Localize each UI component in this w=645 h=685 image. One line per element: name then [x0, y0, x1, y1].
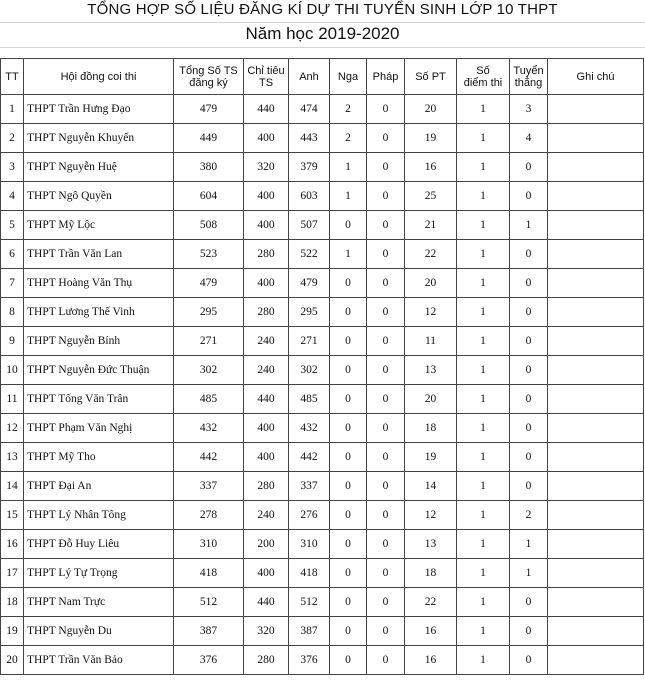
cell-total-registered[interactable]: 337: [174, 472, 244, 501]
cell-council-name[interactable]: THPT Lý Nhân Tông: [24, 501, 174, 530]
cell-direct-admission[interactable]: 0: [510, 646, 548, 675]
cell-french[interactable]: 0: [367, 443, 405, 472]
cell-exam-sites[interactable]: 1: [457, 559, 510, 588]
cell-total-registered[interactable]: 512: [174, 588, 244, 617]
cell-exam-sites[interactable]: 1: [457, 124, 510, 153]
cell-russian[interactable]: 0: [330, 269, 367, 298]
cell-direct-admission[interactable]: 0: [510, 385, 548, 414]
cell-russian[interactable]: 0: [330, 211, 367, 240]
cell-quota[interactable]: 440: [244, 385, 289, 414]
cell-pt[interactable]: 20: [405, 385, 457, 414]
cell-tt[interactable]: 19: [1, 617, 24, 646]
cell-council-name[interactable]: THPT Tống Văn Trân: [24, 385, 174, 414]
cell-council-name[interactable]: THPT Trần Văn Lan: [24, 240, 174, 269]
col-quota: [244, 59, 289, 95]
cell-council-name[interactable]: THPT Đỗ Huy Liêu: [24, 530, 174, 559]
cell-quota[interactable]: 400: [244, 211, 289, 240]
registration-table: [0, 58, 644, 675]
cell-english[interactable]: 310: [289, 530, 330, 559]
cell-french[interactable]: 0: [367, 298, 405, 327]
cell-direct-admission[interactable]: 0: [510, 153, 548, 182]
cell-pt[interactable]: 18: [405, 559, 457, 588]
cell-exam-sites[interactable]: 1: [457, 240, 510, 269]
cell-russian[interactable]: 0: [330, 559, 367, 588]
cell-tt[interactable]: 10: [1, 356, 24, 385]
cell-total-registered[interactable]: 302: [174, 356, 244, 385]
cell-quota[interactable]: 400: [244, 269, 289, 298]
cell-note[interactable]: [548, 240, 644, 269]
cell-english[interactable]: 507: [289, 211, 330, 240]
table-row: [1, 617, 644, 646]
cell-exam-sites[interactable]: 1: [457, 530, 510, 559]
cell-pt[interactable]: 19: [405, 124, 457, 153]
cell-direct-admission[interactable]: 0: [510, 617, 548, 646]
cell-english[interactable]: 603: [289, 182, 330, 211]
cell-tt[interactable]: 3: [1, 153, 24, 182]
cell-french[interactable]: 0: [367, 269, 405, 298]
cell-direct-admission[interactable]: 3: [510, 95, 548, 124]
cell-note[interactable]: [548, 182, 644, 211]
cell-english[interactable]: 522: [289, 240, 330, 269]
col-total-line1: Tổng Số TS: [179, 64, 238, 77]
cell-council-name[interactable]: THPT Lý Tự Trọng: [24, 559, 174, 588]
cell-tt[interactable]: 13: [1, 443, 24, 472]
cell-french[interactable]: 0: [367, 617, 405, 646]
col-council: Hội đồng coi thi: [24, 59, 174, 95]
cell-tt[interactable]: 2: [1, 124, 24, 153]
cell-note[interactable]: [548, 559, 644, 588]
cell-french[interactable]: 0: [367, 240, 405, 269]
table-row: [1, 298, 644, 327]
cell-quota[interactable]: 440: [244, 588, 289, 617]
table-row: [1, 588, 644, 617]
cell-note[interactable]: [548, 443, 644, 472]
cell-direct-admission[interactable]: 0: [510, 327, 548, 356]
cell-french[interactable]: 0: [367, 356, 405, 385]
table-row: [1, 182, 644, 211]
col-direct-line1: Tuyển: [513, 64, 544, 77]
table-row: [1, 414, 644, 443]
cell-exam-sites[interactable]: 1: [457, 472, 510, 501]
cell-council-name[interactable]: THPT Mỹ Lộc: [24, 211, 174, 240]
cell-total-registered[interactable]: 271: [174, 327, 244, 356]
cell-council-name[interactable]: THPT Phạm Văn Nghị: [24, 414, 174, 443]
cell-english[interactable]: 276: [289, 501, 330, 530]
cell-french[interactable]: 0: [367, 588, 405, 617]
cell-french[interactable]: 0: [367, 646, 405, 675]
cell-pt[interactable]: 22: [405, 588, 457, 617]
cell-exam-sites[interactable]: 1: [457, 385, 510, 414]
cell-pt[interactable]: 25: [405, 182, 457, 211]
col-pt: Số PT: [405, 59, 457, 95]
cell-tt[interactable]: 9: [1, 327, 24, 356]
table-row: [1, 646, 644, 675]
cell-quota[interactable]: 280: [244, 240, 289, 269]
cell-note[interactable]: [548, 153, 644, 182]
cell-quota[interactable]: 240: [244, 356, 289, 385]
table-row: [1, 95, 644, 124]
cell-council-name[interactable]: THPT Nam Trực: [24, 588, 174, 617]
table-row: [1, 385, 644, 414]
cell-council-name[interactable]: THPT Ngô Quyền: [24, 182, 174, 211]
cell-total-registered[interactable]: 380: [174, 153, 244, 182]
cell-council-name[interactable]: THPT Nguyễn Du: [24, 617, 174, 646]
cell-russian[interactable]: 2: [330, 95, 367, 124]
cell-russian[interactable]: 0: [330, 472, 367, 501]
cell-french[interactable]: 0: [367, 559, 405, 588]
cell-council-name[interactable]: THPT Trần Văn Bảo: [24, 646, 174, 675]
cell-council-name[interactable]: THPT Mỹ Tho: [24, 443, 174, 472]
col-points-line1: Số: [476, 64, 490, 77]
cell-quota[interactable]: 440: [244, 95, 289, 124]
cell-tt[interactable]: 8: [1, 298, 24, 327]
cell-pt[interactable]: 16: [405, 646, 457, 675]
cell-english[interactable]: 474: [289, 95, 330, 124]
cell-french[interactable]: 0: [367, 211, 405, 240]
cell-quota[interactable]: 200: [244, 530, 289, 559]
cell-exam-sites[interactable]: 1: [457, 327, 510, 356]
cell-pt[interactable]: 13: [405, 356, 457, 385]
col-direct-line2: thẳng: [514, 76, 543, 89]
cell-pt[interactable]: 19: [405, 443, 457, 472]
cell-exam-sites[interactable]: 1: [457, 356, 510, 385]
cell-exam-sites[interactable]: 1: [457, 269, 510, 298]
cell-exam-sites[interactable]: 1: [457, 298, 510, 327]
col-russian: Nga: [330, 59, 367, 95]
cell-pt[interactable]: 16: [405, 153, 457, 182]
cell-english[interactable]: 337: [289, 472, 330, 501]
cell-note[interactable]: [548, 298, 644, 327]
cell-pt[interactable]: 12: [405, 501, 457, 530]
cell-tt[interactable]: 12: [1, 414, 24, 443]
cell-tt[interactable]: 5: [1, 211, 24, 240]
cell-direct-admission[interactable]: 0: [510, 298, 548, 327]
cell-direct-admission[interactable]: 0: [510, 356, 548, 385]
cell-tt[interactable]: 17: [1, 559, 24, 588]
cell-russian[interactable]: 0: [330, 646, 367, 675]
cell-tt[interactable]: 11: [1, 385, 24, 414]
report-title: TỔNG HỢP SỐ LIỆU ĐĂNG KÍ DỰ THI TUYỂN SINH LỚP 10 THPT: [87, 1, 558, 18]
cell-note[interactable]: [548, 501, 644, 530]
cell-french[interactable]: 0: [367, 385, 405, 414]
col-french: Pháp: [367, 59, 405, 95]
cell-exam-sites[interactable]: 1: [457, 501, 510, 530]
table-row: [1, 559, 644, 588]
cell-quota[interactable]: 400: [244, 414, 289, 443]
cell-pt[interactable]: 22: [405, 240, 457, 269]
col-quota-line2: TS: [258, 76, 274, 89]
table-row: [1, 472, 644, 501]
cell-english[interactable]: 443: [289, 124, 330, 153]
cell-english[interactable]: 376: [289, 646, 330, 675]
cell-russian[interactable]: 1: [330, 240, 367, 269]
cell-tt[interactable]: 15: [1, 501, 24, 530]
cell-note[interactable]: [548, 356, 644, 385]
cell-pt[interactable]: 20: [405, 269, 457, 298]
cell-council-name[interactable]: THPT Nguyễn Bính: [24, 327, 174, 356]
table-body: [1, 95, 644, 675]
cell-pt[interactable]: 16: [405, 617, 457, 646]
cell-french[interactable]: 0: [367, 182, 405, 211]
cell-total-registered[interactable]: 432: [174, 414, 244, 443]
cell-pt[interactable]: 18: [405, 414, 457, 443]
cell-quota[interactable]: 240: [244, 501, 289, 530]
cell-french[interactable]: 0: [367, 472, 405, 501]
cell-total-registered[interactable]: 508: [174, 211, 244, 240]
cell-french[interactable]: 0: [367, 124, 405, 153]
cell-note[interactable]: [548, 646, 644, 675]
cell-russian[interactable]: 0: [330, 588, 367, 617]
cell-note[interactable]: [548, 269, 644, 298]
cell-council-name[interactable]: THPT Trần Hưng Đạo: [24, 95, 174, 124]
cell-total-registered[interactable]: 418: [174, 559, 244, 588]
cell-english[interactable]: 295: [289, 298, 330, 327]
cell-council-name[interactable]: THPT Nguyễn Huệ: [24, 153, 174, 182]
cell-direct-admission[interactable]: 4: [510, 124, 548, 153]
cell-pt[interactable]: 12: [405, 298, 457, 327]
cell-note[interactable]: [548, 211, 644, 240]
col-direct: [510, 59, 548, 95]
cell-tt[interactable]: 4: [1, 182, 24, 211]
cell-total-registered[interactable]: 310: [174, 530, 244, 559]
cell-exam-sites[interactable]: 1: [457, 588, 510, 617]
cell-russian[interactable]: 0: [330, 617, 367, 646]
cell-total-registered[interactable]: 278: [174, 501, 244, 530]
cell-french[interactable]: 0: [367, 530, 405, 559]
cell-council-name[interactable]: THPT Lương Thế Vinh: [24, 298, 174, 327]
cell-council-name[interactable]: THPT Hoàng Văn Thụ: [24, 269, 174, 298]
cell-quota[interactable]: 320: [244, 153, 289, 182]
cell-exam-sites[interactable]: 1: [457, 95, 510, 124]
cell-exam-sites[interactable]: 1: [457, 443, 510, 472]
cell-english[interactable]: 387: [289, 617, 330, 646]
cell-french[interactable]: 0: [367, 501, 405, 530]
table-row: [1, 211, 644, 240]
cell-direct-admission[interactable]: 0: [510, 472, 548, 501]
col-english: Anh: [289, 59, 330, 95]
col-total: [174, 59, 244, 95]
cell-quota[interactable]: 280: [244, 298, 289, 327]
cell-quota[interactable]: 320: [244, 617, 289, 646]
cell-exam-sites[interactable]: 1: [457, 153, 510, 182]
cell-total-registered[interactable]: 604: [174, 182, 244, 211]
cell-council-name[interactable]: THPT Nguyễn Khuyến: [24, 124, 174, 153]
cell-quota[interactable]: 240: [244, 327, 289, 356]
cell-russian[interactable]: 0: [330, 530, 367, 559]
cell-pt[interactable]: 11: [405, 327, 457, 356]
col-note: Ghi chú: [548, 59, 644, 95]
cell-english[interactable]: 432: [289, 414, 330, 443]
cell-quota[interactable]: 400: [244, 182, 289, 211]
cell-russian[interactable]: 0: [330, 356, 367, 385]
cell-pt[interactable]: 21: [405, 211, 457, 240]
cell-russian[interactable]: 0: [330, 385, 367, 414]
cell-russian[interactable]: 1: [330, 153, 367, 182]
cell-pt[interactable]: 13: [405, 530, 457, 559]
cell-english[interactable]: 271: [289, 327, 330, 356]
cell-note[interactable]: [548, 95, 644, 124]
cell-english[interactable]: 418: [289, 559, 330, 588]
table-row: [1, 501, 644, 530]
cell-english[interactable]: 442: [289, 443, 330, 472]
cell-direct-admission[interactable]: 0: [510, 240, 548, 269]
cell-total-registered[interactable]: 479: [174, 95, 244, 124]
cell-direct-admission[interactable]: 1: [510, 559, 548, 588]
cell-english[interactable]: 302: [289, 356, 330, 385]
cell-tt[interactable]: 16: [1, 530, 24, 559]
school-year-subtitle: Năm học 2019-2020: [245, 24, 400, 43]
cell-tt[interactable]: 20: [1, 646, 24, 675]
cell-english[interactable]: 485: [289, 385, 330, 414]
cell-note[interactable]: [548, 385, 644, 414]
cell-quota[interactable]: 280: [244, 646, 289, 675]
cell-total-registered[interactable]: 442: [174, 443, 244, 472]
cell-french[interactable]: 0: [367, 153, 405, 182]
cell-french[interactable]: 0: [367, 327, 405, 356]
col-tt: TT: [1, 59, 24, 95]
cell-english[interactable]: 512: [289, 588, 330, 617]
table-row: [1, 530, 644, 559]
cell-direct-admission[interactable]: 1: [510, 211, 548, 240]
table-row: [1, 269, 644, 298]
cell-total-registered[interactable]: 449: [174, 124, 244, 153]
cell-pt[interactable]: 20: [405, 95, 457, 124]
cell-russian[interactable]: 0: [330, 414, 367, 443]
cell-total-registered[interactable]: 479: [174, 269, 244, 298]
cell-quota[interactable]: 400: [244, 124, 289, 153]
cell-russian[interactable]: 0: [330, 327, 367, 356]
table-row: [1, 356, 644, 385]
cell-quota[interactable]: 400: [244, 443, 289, 472]
cell-council-name[interactable]: THPT Đại An: [24, 472, 174, 501]
cell-exam-sites[interactable]: 1: [457, 617, 510, 646]
cell-tt[interactable]: 18: [1, 588, 24, 617]
cell-direct-admission[interactable]: 0: [510, 443, 548, 472]
cell-note[interactable]: [548, 530, 644, 559]
cell-total-registered[interactable]: 485: [174, 385, 244, 414]
cell-total-registered[interactable]: 523: [174, 240, 244, 269]
cell-note[interactable]: [548, 588, 644, 617]
cell-direct-admission[interactable]: 0: [510, 182, 548, 211]
col-points-line2: điểm thi: [463, 76, 503, 89]
cell-french[interactable]: 0: [367, 414, 405, 443]
cell-russian[interactable]: 0: [330, 443, 367, 472]
cell-tt[interactable]: 6: [1, 240, 24, 269]
cell-council-name[interactable]: THPT Nguyễn Đức Thuận: [24, 356, 174, 385]
cell-total-registered[interactable]: 376: [174, 646, 244, 675]
cell-tt[interactable]: 14: [1, 472, 24, 501]
cell-russian[interactable]: 2: [330, 124, 367, 153]
cell-russian[interactable]: 1: [330, 182, 367, 211]
cell-total-registered[interactable]: 295: [174, 298, 244, 327]
col-total-line2: đăng ký: [189, 76, 228, 89]
cell-direct-admission[interactable]: 1: [510, 530, 548, 559]
table-row: [1, 124, 644, 153]
cell-note[interactable]: [548, 617, 644, 646]
col-quota-line1: Chỉ tiêu: [247, 64, 285, 77]
cell-direct-admission[interactable]: 2: [510, 501, 548, 530]
table-row: [1, 443, 644, 472]
cell-note[interactable]: [548, 327, 644, 356]
col-points: [457, 59, 510, 95]
cell-exam-sites[interactable]: 1: [457, 182, 510, 211]
cell-direct-admission[interactable]: 0: [510, 269, 548, 298]
cell-english[interactable]: 479: [289, 269, 330, 298]
cell-direct-admission[interactable]: 0: [510, 588, 548, 617]
cell-russian[interactable]: 0: [330, 501, 367, 530]
cell-note[interactable]: [548, 124, 644, 153]
table-row: [1, 240, 644, 269]
cell-quota[interactable]: 280: [244, 472, 289, 501]
cell-russian[interactable]: 0: [330, 298, 367, 327]
table-row: [1, 153, 644, 182]
cell-quota[interactable]: 400: [244, 559, 289, 588]
cell-tt[interactable]: 7: [1, 269, 24, 298]
cell-english[interactable]: 379: [289, 153, 330, 182]
cell-exam-sites[interactable]: 1: [457, 414, 510, 443]
header-row: [1, 59, 644, 95]
cell-total-registered[interactable]: 387: [174, 617, 244, 646]
cell-tt[interactable]: 1: [1, 95, 24, 124]
cell-exam-sites[interactable]: 1: [457, 646, 510, 675]
cell-note[interactable]: [548, 472, 644, 501]
cell-exam-sites[interactable]: 1: [457, 211, 510, 240]
cell-note[interactable]: [548, 414, 644, 443]
cell-french[interactable]: 0: [367, 95, 405, 124]
cell-direct-admission[interactable]: 0: [510, 414, 548, 443]
table-row: [1, 327, 644, 356]
cell-pt[interactable]: 14: [405, 472, 457, 501]
